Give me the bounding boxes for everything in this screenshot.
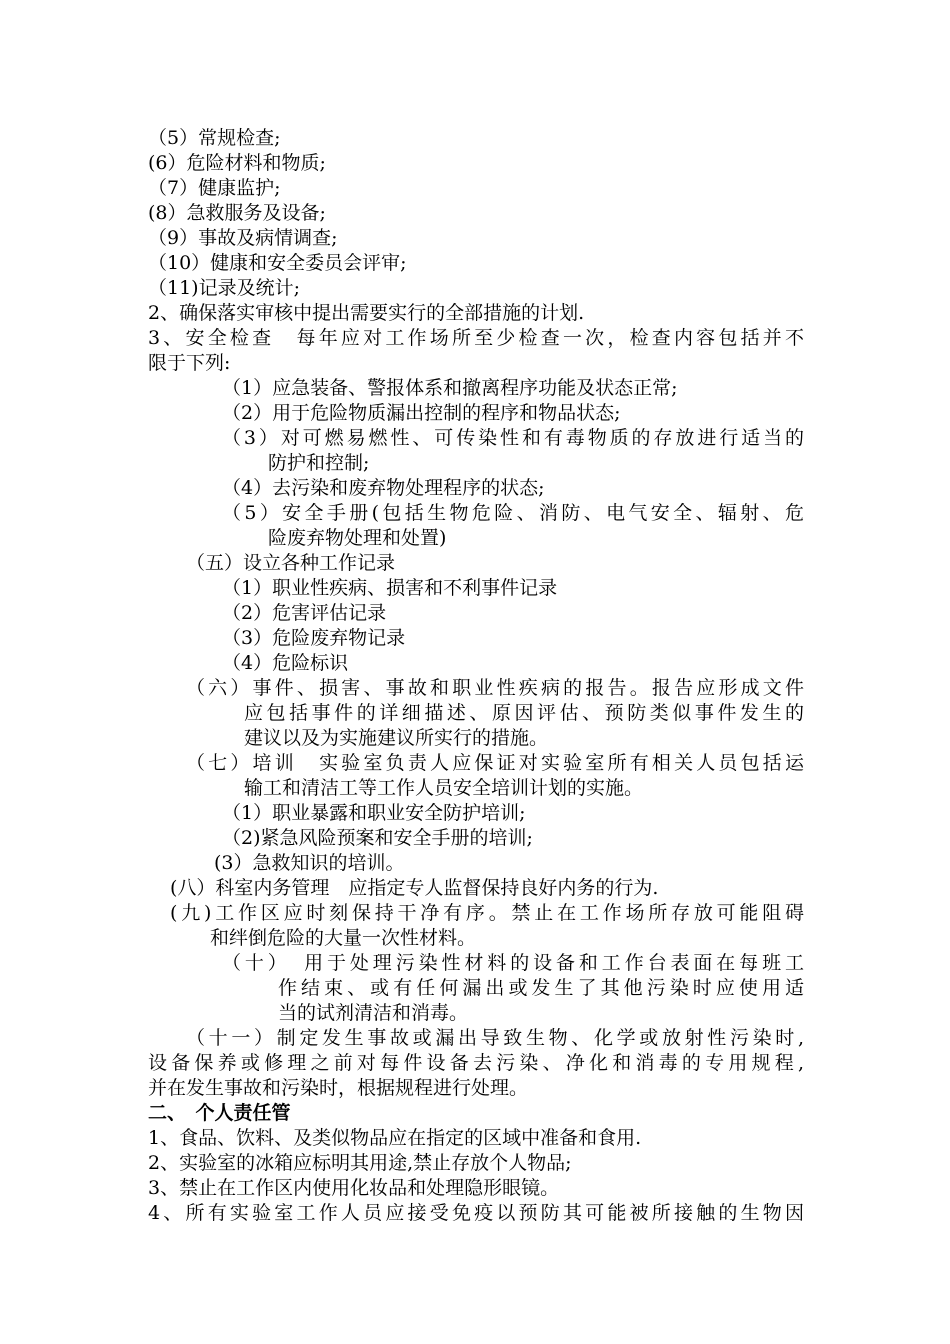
text-line: 建议以及为实施建议所实行的措施。 [244, 727, 549, 749]
text-line: （4）去污染和废弃物处理程序的状态; [222, 477, 545, 499]
text-line: （10）健康和安全委员会评审; [148, 252, 407, 274]
text-line: （1）应急装备、警报体系和撤离程序功能及状态正常; [222, 377, 678, 399]
section-heading: (八）科室内务管理 应指定专人监督保持良好内务的行为. [170, 877, 659, 899]
text-line: 险废弃物处理和处置) [268, 527, 447, 549]
text-line: 防护和控制; [268, 452, 370, 474]
text-line: 4、所有实验室工作人员应接受免疫以预防其可能被所接触的生物因 [148, 1202, 804, 1224]
text-line: （5）安全手册(包括生物危险、消防、电气安全、辐射、危 [222, 502, 804, 524]
text-line: 设备保养或修理之前对每件设备去污染、净化和消毒的专用规程, [148, 1052, 804, 1074]
text-line: 输工和清洁工等工作人员安全培训计划的实施。 [244, 777, 644, 799]
section-heading: (九)工作区应时刻保持干净有序。禁止在工作场所存放可能阻碍 [170, 902, 804, 924]
text-line: （4）危险标识 [222, 652, 349, 674]
text-line: 应包括事件的详细描述、原因评估、预防类似事件发生的 [244, 702, 804, 724]
text-line: (3）急救知识的培训。 [214, 852, 405, 874]
section-heading: （十一）制定发生事故或漏出导致生物、化学或放射性污染时, [186, 1027, 804, 1049]
text-line: （3）危险废弃物记录 [222, 627, 406, 649]
text-line: 并在发生事故和污染时，根据规程进行处理。 [148, 1077, 529, 1099]
text-line: （5）常规检查; [148, 127, 281, 149]
text-line: 2、实验室的冰箱应标明其用途,禁止存放个人物品; [148, 1152, 572, 1174]
text-line: （7）健康监护; [148, 177, 281, 199]
text-line: 和绊倒危险的大量一次性材料。 [210, 927, 477, 949]
text-line: （1）职业性疾病、损害和不利事件记录 [222, 577, 558, 599]
text-line: 当的试剂清洁和消毒。 [278, 1002, 469, 1024]
text-line: （3）对可燃易燃性、可传染性和有毒物质的存放进行适当的 [222, 427, 804, 449]
text-line: 3、安全检查 每年应对工作场所至少检查一次，检查内容包括并不 [148, 327, 804, 349]
text-line: （1）职业暴露和职业安全防护培训; [222, 802, 526, 824]
text-line: (6）危险材料和物质; [148, 152, 326, 174]
text-line: （11)记录及统计; [148, 277, 300, 299]
section-heading: （六）事件、损害、事故和职业性疾病的报告。报告应形成文件 [186, 677, 804, 699]
text-line: 2、确保落实审核中提出需要实行的全部措施的计划. [148, 302, 585, 324]
text-line: （2）危害评估记录 [222, 602, 387, 624]
section-heading: （五）设立各种工作记录 [186, 552, 396, 574]
text-line: （2）用于危险物质漏出控制的程序和物品状态; [222, 402, 621, 424]
text-line: (8）急救服务及设备; [148, 202, 326, 224]
text-line: 1、食品、饮料、及类似物品应在指定的区域中准备和食用. [148, 1127, 642, 1149]
section-heading: （七）培训 实验室负责人应保证对实验室所有相关人员包括运 [186, 752, 804, 774]
text-line: 作结束、或有任何漏出或发生了其他污染时应使用适 [278, 977, 804, 999]
text-line: （2)紧急风险预案和安全手册的培训; [222, 827, 533, 849]
chapter-heading: 二、 个人责任管 [148, 1102, 291, 1124]
text-line: 3、禁止在工作区内使用化妆品和处理隐形眼镜。 [148, 1177, 560, 1199]
text-line: （9）事故及病情调查; [148, 227, 338, 249]
section-heading: （十） 用于处理污染性材料的设备和工作台表面在每班工 [222, 952, 804, 974]
text-line: 限于下列: [148, 352, 231, 374]
